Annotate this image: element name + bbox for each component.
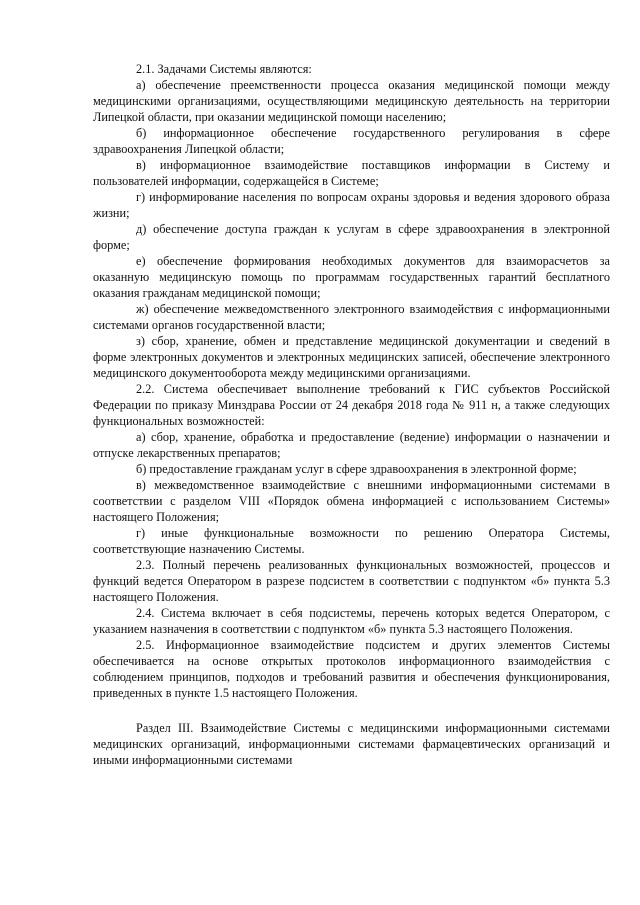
paragraph-2-2-g: г) иные функциональные возможности по решению Оператора Системы, соответствующие назначению Системы. [93, 526, 610, 556]
paragraph-2-3: 2.3. Полный перечень реализованных функциональных возможностей, процессов и функций ведется Оператором в разрезе подсистем в соответствии с подпунктом «б» пункта 5.3 настоящего Положения. [93, 558, 610, 604]
paragraph-2-1-zh: ж) обеспечение межведомственного электронного взаимодействия с информационными системами органов государственной власти; [93, 302, 610, 332]
paragraph-2-1-d: д) обеспечение доступа граждан к услугам в сфере здравоохранения в электронной форме; [93, 222, 610, 252]
document-body [93, 61, 610, 768]
paragraph-2-1-g: г) информирование населения по вопросам охраны здоровья и ведения здорового образа жизни; [93, 190, 610, 220]
paragraph-2-1-heading: 2.1. Задачами Системы являются: [136, 62, 312, 76]
paragraph-2-2: 2.2. Система обеспечивает выполнение требований к ГИС субъектов Российской Федерации по приказу Минздрава России от 24 декабря 2018 года № 911 н, а также следующих функциональных возможностей: [93, 382, 610, 428]
paragraph-2-1-e: е) обеспечение формирования необходимых документов для взаиморасчетов за оказанную медицинскую помощь по программам государственных гарантий бесплатного оказания гражданам медицинской помощи; [93, 254, 610, 300]
paragraph-2-1-z: з) сбор, хранение, обмен и представление медицинской документации и сведений в форме электронных документов и электронных медицинских записей, обеспечение электронного медицинского документооборота между медицинскими организациями. [93, 334, 610, 380]
paragraph-2-4: 2.4. Система включает в себя подсистемы, перечень которых ведется Оператором, с указанием назначения в соответствии с подпунктом «б» пункта 5.3 настоящего Положения. [93, 606, 610, 636]
paragraph-2-2-b: б) предоставление гражданам услуг в сфере здравоохранения в электронной форме; [136, 462, 577, 476]
paragraph-2-5: 2.5. Информационное взаимодействие подсистем и других элементов Системы обеспечивается на основе открытых протоколов информационного взаимодействия с соблюдением принципов, подходов и требований развития и обеспечения функционирования, приведенных в пункте 1.5 настоящего Положения. [93, 638, 610, 700]
paragraph-2-1-b: б) информационное обеспечение государственного регулирования в сфере здравоохранения Липецкой области; [93, 126, 610, 156]
paragraph-2-1-v: в) информационное взаимодействие поставщиков информации в Систему и пользователей информации, содержащейся в Системе; [93, 158, 610, 188]
section-title: Раздел III. Взаимодействие Системы с медицинскими информационными системами медицинских организаций, информационными системами фармацевтических организаций и иными информационными системами [93, 721, 610, 767]
paragraph-2-2-v: в) межведомственное взаимодействие с внешними информационными системами в соответствии с разделом VIII «Порядок обмена информацией с использованием Системы» настоящего Положения; [93, 478, 610, 524]
paragraph-2-1-a: а) обеспечение преемственности процесса оказания медицинской помощи между медицинскими организациями, осуществляющими медицинскую деятельность на территории Липецкой области, при оказании медицинской помощи населению; [93, 78, 610, 124]
paragraph-2-2-a: а) сбор, хранение, обработка и предоставление (ведение) информации о назначении и отпуске лекарственных препаратов; [93, 430, 610, 460]
